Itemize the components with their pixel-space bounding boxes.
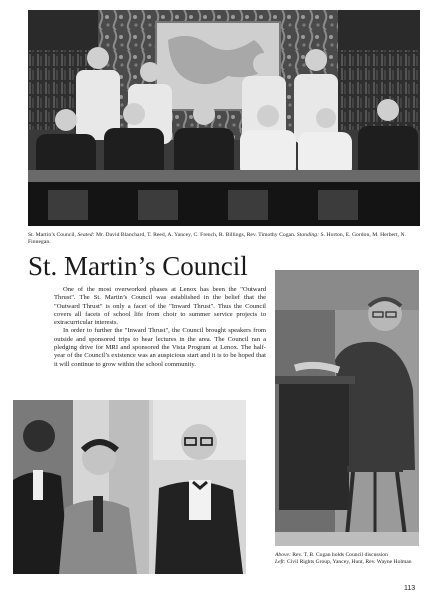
caption-above-label: Above:: [275, 552, 291, 558]
caption-right: [275, 552, 425, 566]
caption-left-text: Civil Rights Group, Yancey, Hunt, Rev. Wayne Holman: [286, 559, 412, 566]
page-title: St. Martin’s Council: [28, 251, 248, 281]
caption-left-label: Left:: [275, 559, 286, 566]
article-paragraph: In order to further the "Inward Thrust", the Council brought speakers from outside and sponsored trips to hear lectures in the area. The Council ran a pledging drive for MRI and sponsored the Vista Program at Lenox. The half-year of the Council’s existence was an auspicious start and it is to be hoped that it will continue to grow within the school community.: [54, 327, 266, 368]
group-photo-council: [28, 10, 420, 226]
photo-civil-rights-group: [13, 400, 246, 574]
caption-top-prefix: St. Martin’s Council,: [28, 232, 76, 238]
caption-above-text: Rev. T. B. Cogan holds Council discussion: [292, 552, 388, 558]
article-body: [54, 286, 266, 369]
caption-seated-label: Seated:: [77, 232, 95, 238]
caption-standing-label: Standing:: [296, 232, 320, 238]
caption-standing-names: S. Horton, E. Gordon, M. Herbert, N. Finnegan.: [28, 232, 407, 246]
page-number: 113: [404, 585, 416, 592]
article-paragraph: One of the most overworked phases at Lenox has been the "Outward Thrust". The St. Martin’s Council was established in the belief that the "Outward Thrust" is only a facet of the "Inward Thrust". Thus the Council covers all facets of school life from choir to summer service projects to extracurricular interests.: [54, 286, 266, 327]
caption-top: [28, 232, 420, 246]
caption-seated-names: Mr. David Blanchard, T. Reed, A. Yancey, C. French, R. Billings, Rev. Timothy Cogan.: [96, 232, 296, 238]
photo-cogan-discussion: [275, 270, 419, 546]
